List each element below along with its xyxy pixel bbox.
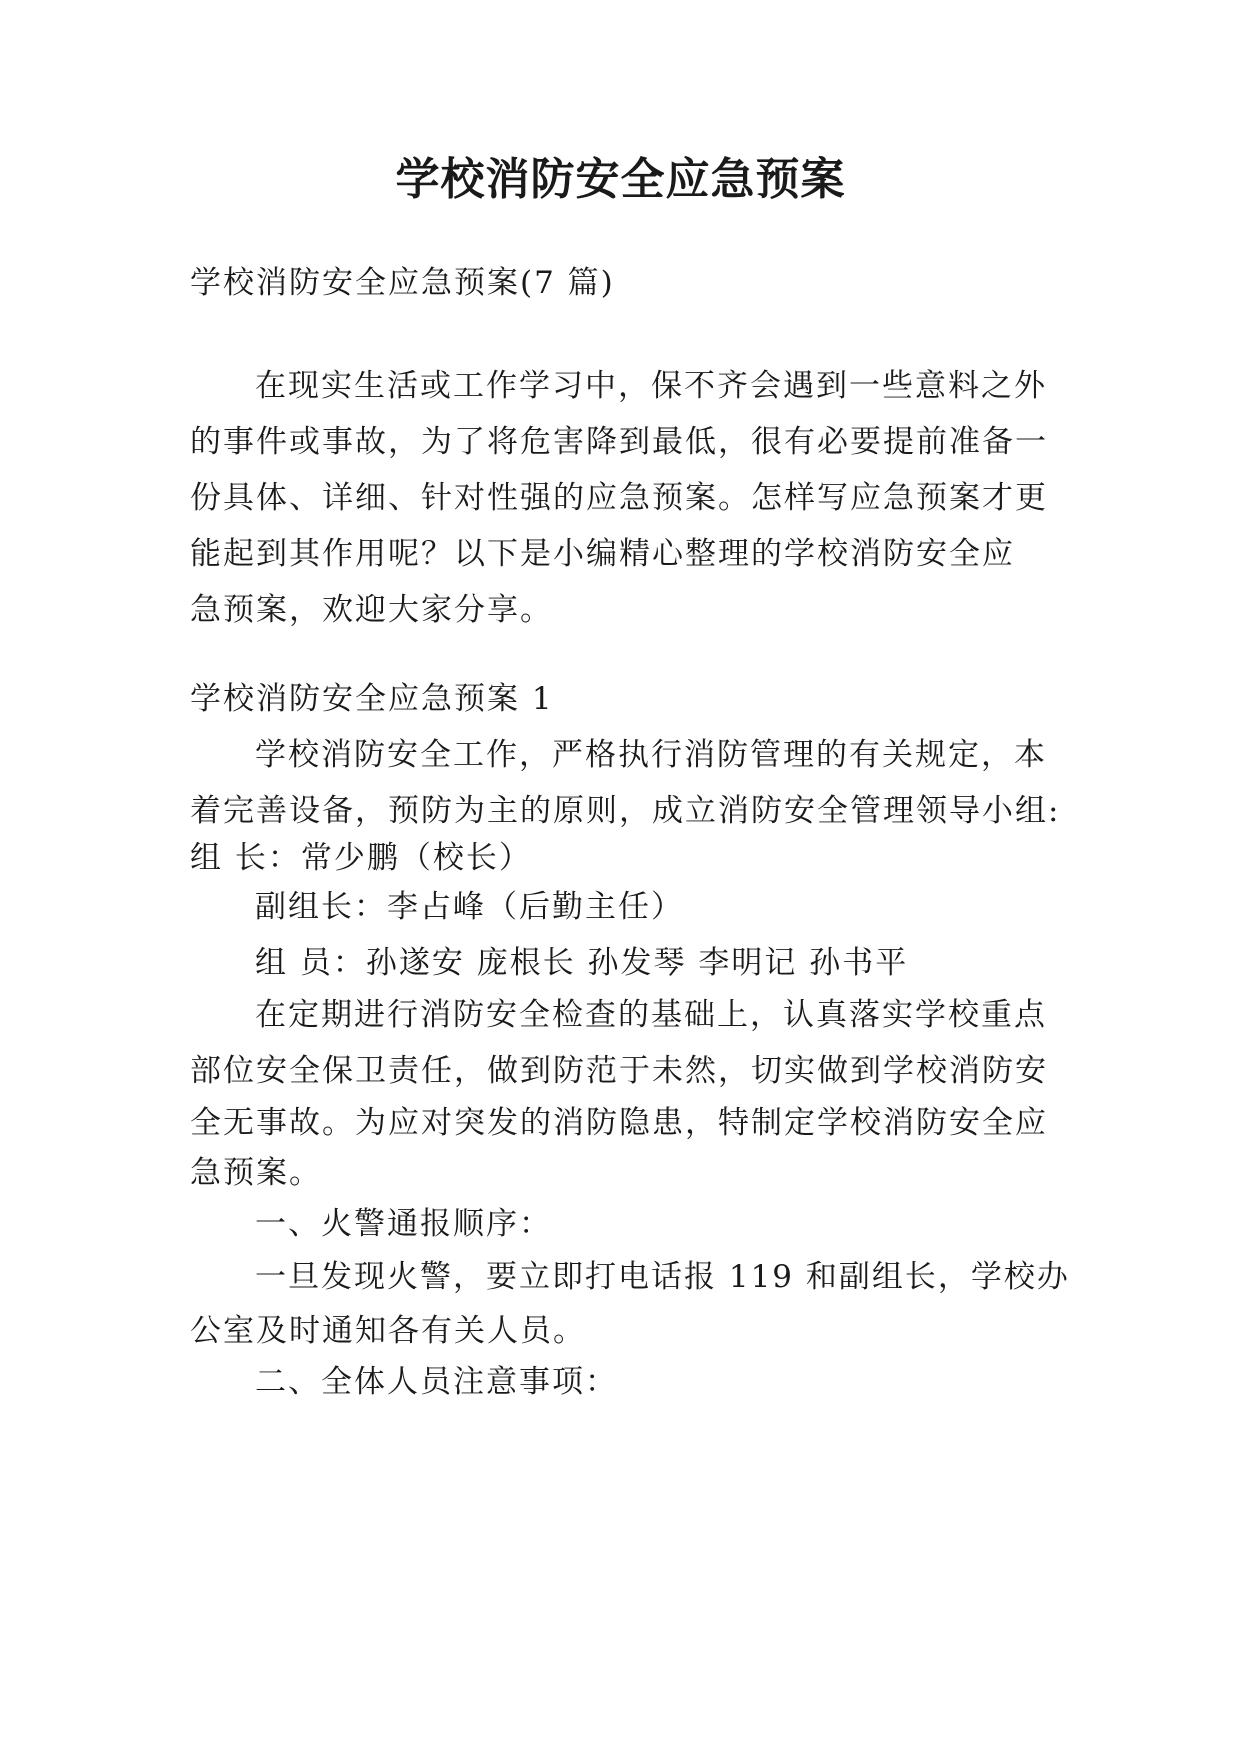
item-heading: 二、全体人员注意事项：	[255, 1364, 618, 1400]
intro-line: 份具体、详细、针对性强的应急预案。怎样写应急预案才更	[190, 480, 1048, 516]
paragraph-line: 全无事故。为应对突发的消防隐患，特制定学校消防安全应	[190, 1105, 1048, 1141]
item-heading: 一、火警通报顺序：	[255, 1206, 552, 1242]
paragraph-line: 学校消防安全工作，严格执行消防管理的有关规定，本	[255, 737, 1047, 773]
section-heading: 学校消防安全应急预案 1	[190, 681, 554, 717]
document-title: 学校消防安全应急预案	[395, 154, 846, 205]
paragraph-line: 急预案。	[190, 1155, 322, 1191]
document-subtitle: 学校消防安全应急预案(7 篇)	[190, 265, 615, 301]
paragraph-line: 公室及时通知各有关人员。	[190, 1313, 586, 1349]
team-leader-line: 组 长：常少鹏（校长）	[190, 840, 532, 876]
paragraph-line: 部位安全保卫责任，做到防范于未然，切实做到学校消防安	[190, 1053, 1048, 1089]
intro-line: 急预案，欢迎大家分享。	[190, 592, 553, 628]
intro-line: 能起到其作用呢？以下是小编精心整理的学校消防安全应	[190, 536, 1015, 572]
members-line: 组 员：孙遂安 庞根长 孙发琴 李明记 孙书平	[255, 945, 909, 981]
deputy-leader-line: 副组长：李占峰（后勤主任）	[255, 889, 684, 925]
intro-line: 在现实生活或工作学习中，保不齐会遇到一些意料之外	[255, 368, 1047, 404]
paragraph-line: 在定期进行消防安全检查的基础上，认真落实学校重点	[255, 997, 1047, 1033]
paragraph-line: 着完善设备，预防为主的原则，成立消防安全管理领导小组:	[190, 793, 1061, 829]
paragraph-line: 一旦发现火警，要立即打电话报 119 和副组长，学校办	[255, 1259, 1070, 1295]
intro-line: 的事件或事故，为了将危害降到最低，很有必要提前准备一	[190, 424, 1048, 460]
